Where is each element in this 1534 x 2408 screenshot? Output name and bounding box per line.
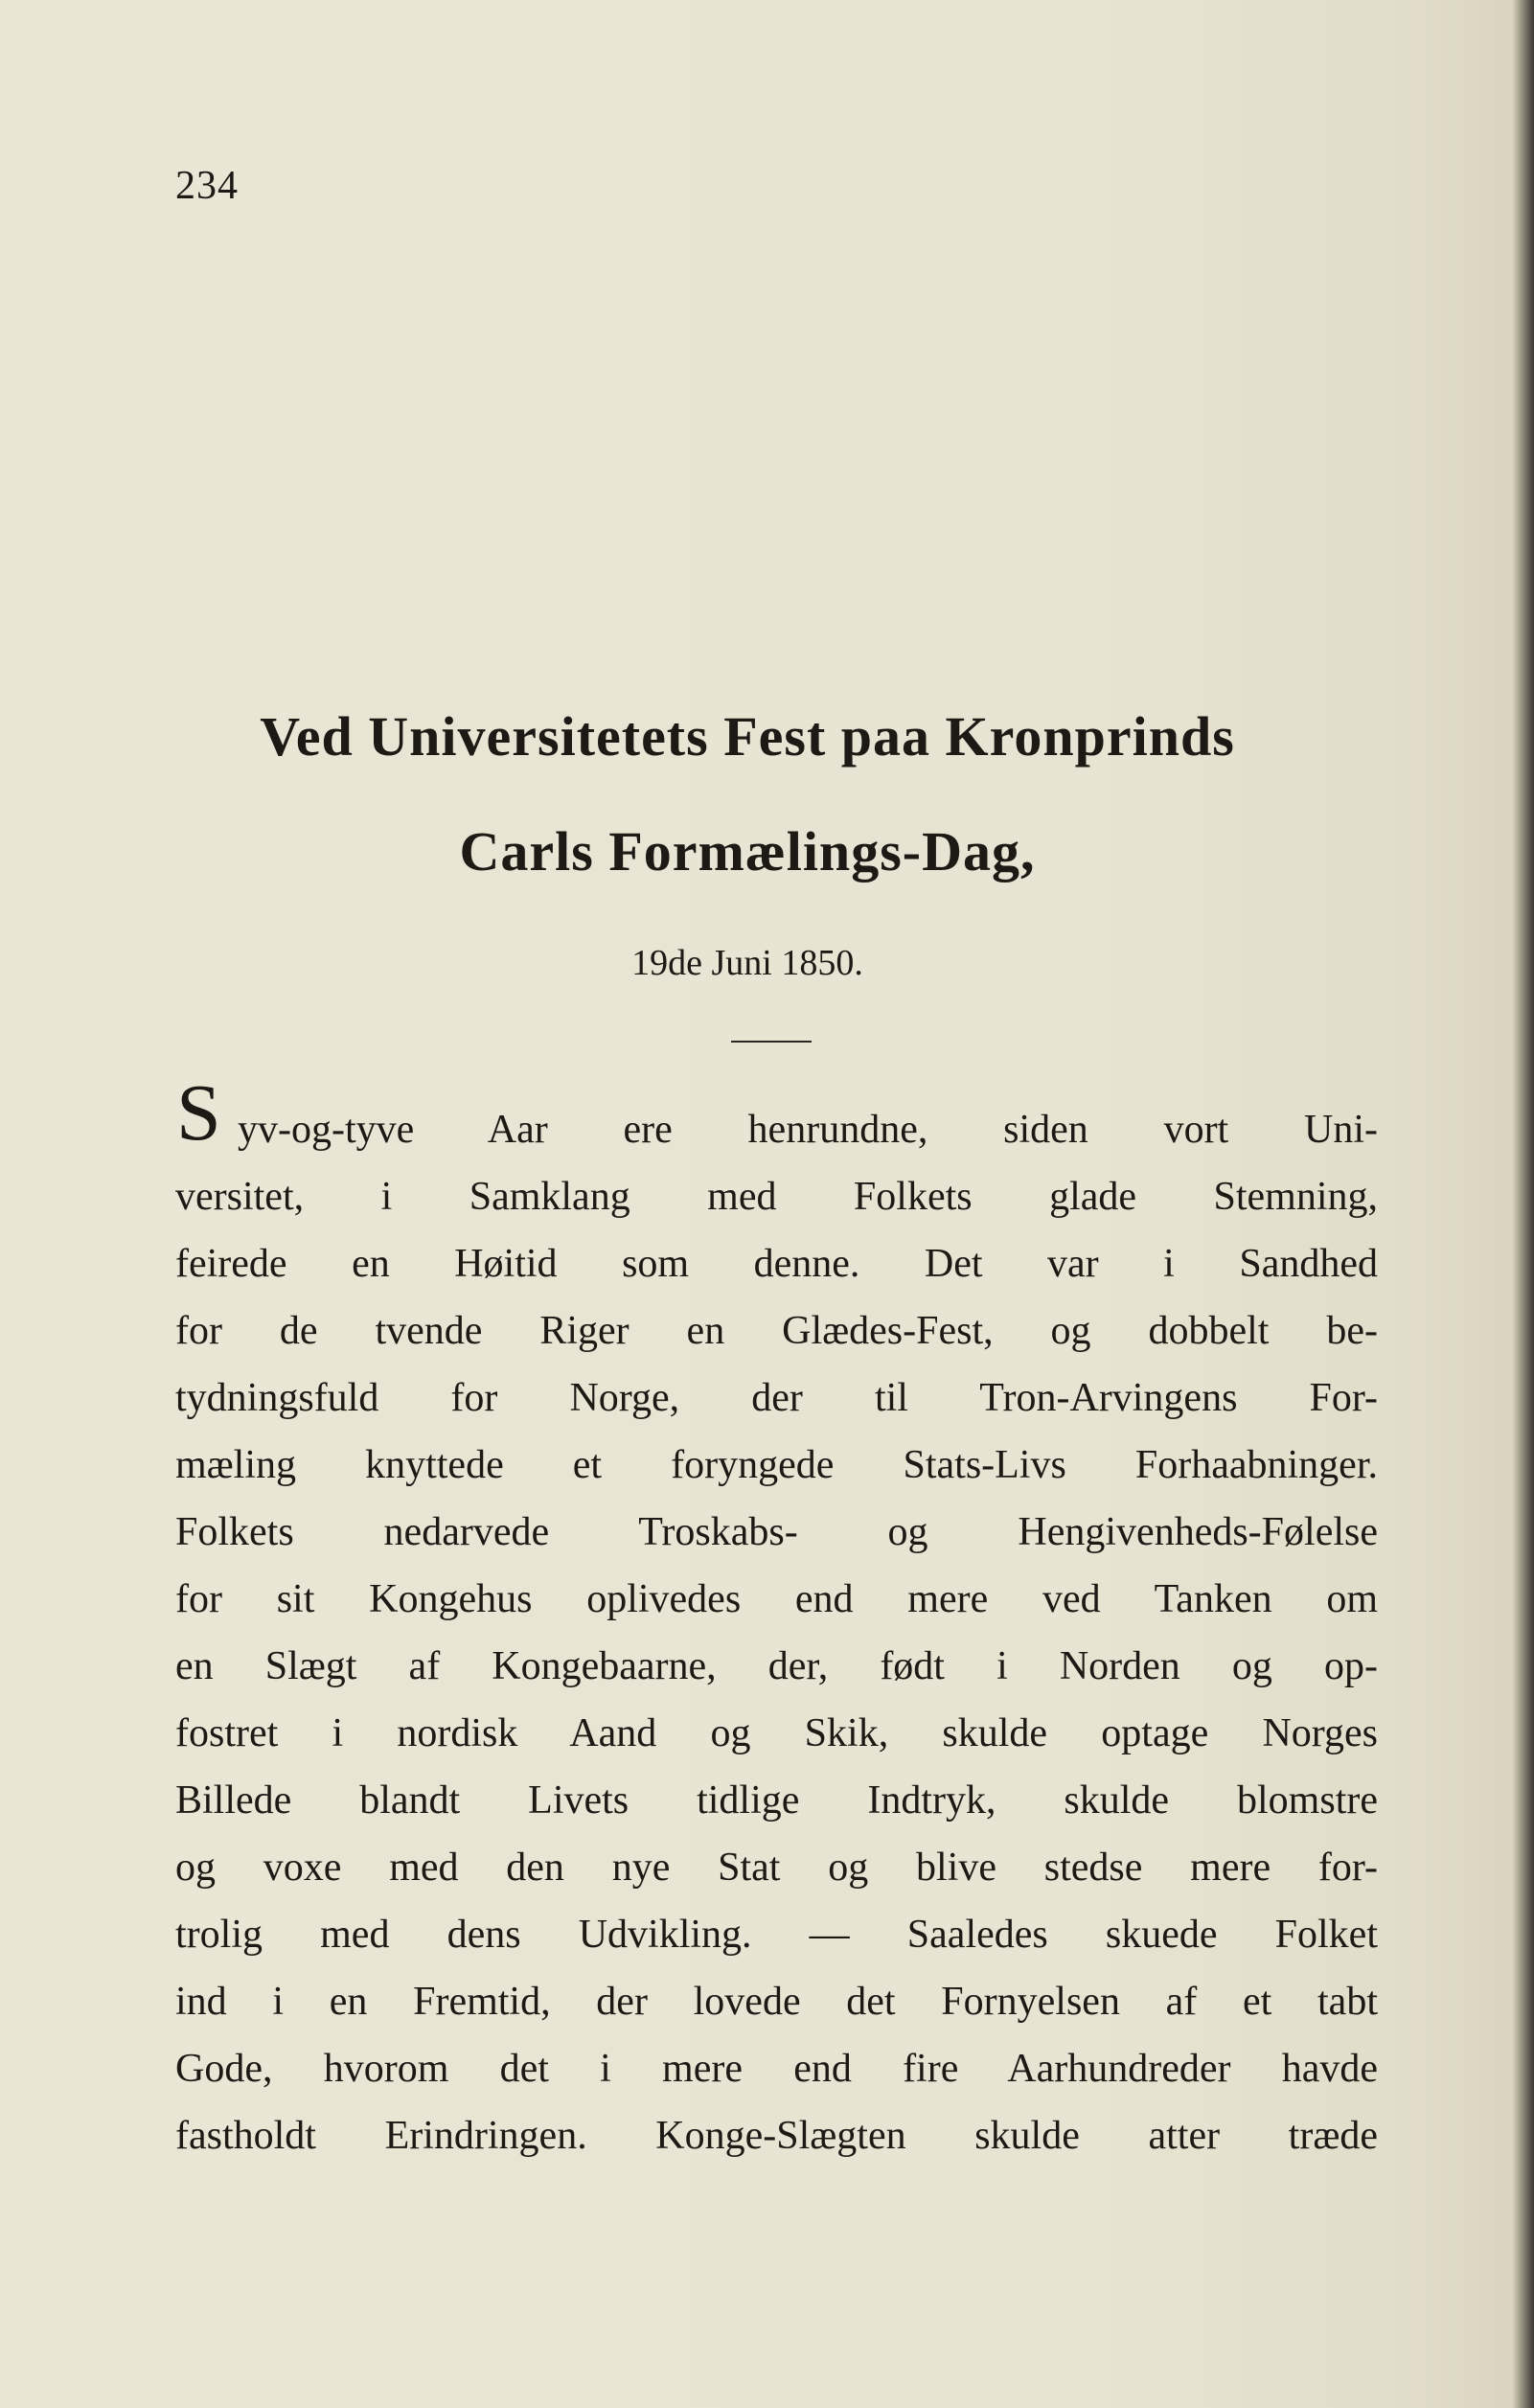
body-text-line: yv-og-tyve Aar ere henrundne, siden vort Uni- — [238, 1108, 1378, 1152]
body-text-line: for de tvende Riger en Glædes-Fest, og dobbelt be- — [175, 1309, 1378, 1353]
body-text-line: fostret i nordisk Aand og Skik, skulde optage Norges — [175, 1711, 1378, 1755]
chapter-title-line-2: Carls Formælings-Dag, — [459, 820, 1036, 883]
body-text-line: Gode, hvorom det i mere end fire Aarhundreder havde — [175, 2047, 1378, 2091]
chapter-date: 19de Juni 1850. — [631, 943, 863, 983]
body-text-line: tydningsfuld for Norge, der til Tron-Arvingens For- — [175, 1376, 1378, 1420]
body-text-line: mæling knyttede et foryngede Stats-Livs Forhaabninger. — [175, 1443, 1378, 1487]
body-text-line: Billede blandt Livets tidlige Indtryk, skulde blomstre — [175, 1778, 1378, 1823]
body-text-line: fastholdt Erindringen. Konge-Slægten skulde atter træde — [175, 2114, 1378, 2158]
body-text-line: og voxe med den nye Stat og blive stedse mere for- — [175, 1846, 1378, 1890]
body-text-line: versitet, i Samklang med Folkets glade Stemning, — [175, 1175, 1378, 1219]
body-text-line: feirede en Høitid som denne. Det var i Sandhed — [175, 1242, 1378, 1286]
drop-cap-letter: S — [176, 1068, 221, 1158]
body-text-line: for sit Kongehus oplivedes end mere ved Tanken om — [175, 1577, 1378, 1621]
body-text-line: ind i en Fremtid, der lovede det Fornyelsen af et tabt — [175, 1980, 1378, 2024]
page-number: 234 — [175, 164, 239, 208]
body-text-line: en Slægt af Kongebaarne, der, født i Norden og op- — [175, 1644, 1378, 1688]
chapter-title-line-1: Ved Universitetets Fest paa Kronprinds — [260, 705, 1235, 768]
body-text-line: Folkets nedarvede Troskabs- og Hengivenheds-Følelse — [175, 1510, 1378, 1554]
page-binding-edge — [1513, 0, 1534, 2408]
body-text-line: trolig med dens Udvikling. — Saaledes skuede Folket — [175, 1913, 1378, 1957]
title-divider — [731, 1041, 812, 1043]
